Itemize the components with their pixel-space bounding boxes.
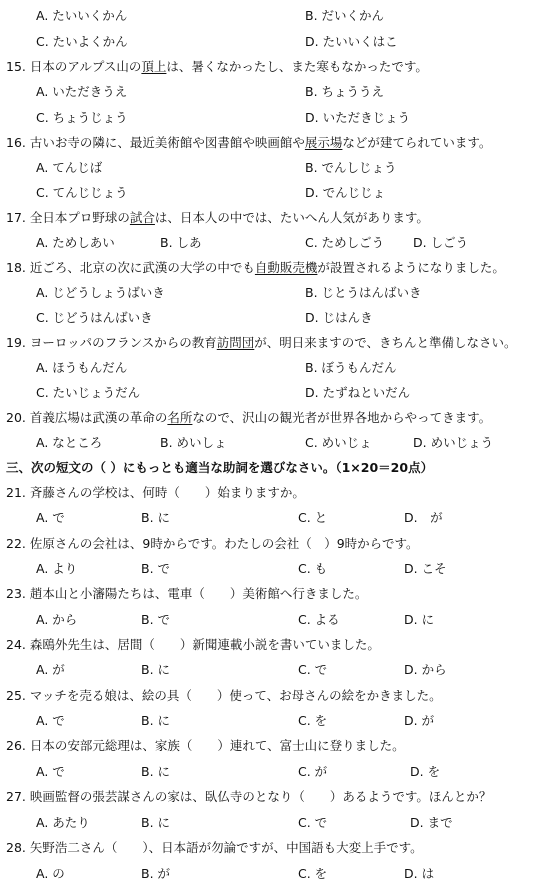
question-stem: 全日本プロ野球の	[29, 210, 130, 225]
question-stem-tail: は、日本人の中では、たいへん人気があります。	[154, 210, 429, 225]
question-stem: 映画監督の張芸謀さんの家は、臥仏寺のとなり（ ）あるようです。ほんとか？	[29, 789, 492, 804]
question-stem-tail: なので、沢山の観光者が世界各地からやってきます。	[192, 410, 492, 425]
question-stem: 日本のアルプス山の	[29, 59, 142, 74]
question-number: 26.	[6, 738, 26, 753]
answer-option[interactable]: C. てんじじょう	[36, 185, 128, 200]
answer-option[interactable]: B. しあ	[160, 235, 202, 250]
answer-option[interactable]: B. じとうはんばいき	[305, 285, 422, 300]
question-number: 25.	[6, 688, 26, 703]
answer-option[interactable]: D. たいいくはこ	[305, 34, 398, 49]
answer-option[interactable]: B. で	[141, 561, 171, 576]
answer-option[interactable]: C. を	[298, 713, 328, 728]
underlined-word: 頂上	[141, 59, 167, 74]
section-heading: 三、次の短文の（ ）にもっとも適当な助詞を選びなさい。（1×20＝20点）	[6, 460, 434, 475]
answer-option[interactable]: A. ためしあい	[36, 235, 115, 250]
answer-option[interactable]: A. いただきうえ	[36, 84, 128, 99]
question-number: 23.	[6, 586, 26, 601]
question-stem-tail: が、明日来ますので、きちんと準備しなさい。	[254, 335, 517, 350]
answer-option[interactable]: A. から	[36, 612, 78, 627]
answer-option[interactable]: D. まで	[410, 815, 453, 830]
answer-option[interactable]: B. に	[141, 662, 171, 677]
question-number: 15.	[6, 59, 26, 74]
answer-option[interactable]: C. と	[298, 510, 328, 525]
underlined-word: 試合	[129, 210, 155, 225]
answer-option[interactable]: A. で	[36, 764, 65, 779]
answer-option[interactable]: C. ちょうじょう	[36, 110, 128, 125]
question-stem: 矢野浩二さん（ ）、日本語が勿論ですが、中国語も大変上手です。	[29, 840, 423, 855]
answer-option[interactable]: D. いただきじょう	[305, 110, 411, 125]
answer-option[interactable]: A. ほうもんだん	[36, 360, 128, 375]
question-text	[6, 536, 419, 552]
answer-option[interactable]: B. が	[141, 866, 171, 881]
question-text	[6, 738, 405, 754]
answer-option[interactable]: D. たずねといだん	[305, 385, 411, 400]
answer-option[interactable]: A. で	[36, 713, 65, 728]
question-number: 24.	[6, 637, 26, 652]
question-text	[6, 135, 491, 151]
answer-option[interactable]: B. でんしじょう	[305, 160, 397, 175]
answer-option[interactable]: B. に	[141, 815, 171, 830]
answer-option[interactable]: B. に	[141, 510, 171, 525]
question-stem: 日本の安部元総理は、家族（ ）連れて、富士山に登りました。	[29, 738, 405, 753]
question-stem: 趙本山と小瀋陽たちは、電車（ ）美術館へ行きました。	[29, 586, 368, 601]
underlined-word: 名所	[167, 410, 193, 425]
question-text	[6, 637, 380, 653]
answer-option[interactable]: B. で	[141, 612, 171, 627]
question-number: 28.	[6, 840, 26, 855]
answer-option[interactable]: B. ぼうもんだん	[305, 360, 397, 375]
answer-option[interactable]: B. に	[141, 764, 171, 779]
answer-option[interactable]: A. で	[36, 510, 65, 525]
question-text	[6, 688, 442, 704]
question-number: 27.	[6, 789, 26, 804]
answer-option[interactable]: A. なところ	[36, 435, 103, 450]
question-stem-tail: などが建てられています。	[342, 135, 492, 150]
answer-option[interactable]: D. が	[404, 713, 435, 728]
answer-option[interactable]: A. より	[36, 561, 78, 576]
question-number: 19.	[6, 335, 26, 350]
question-text	[6, 335, 517, 351]
question-text	[6, 840, 423, 856]
answer-option[interactable]: A. てんじば	[36, 160, 103, 175]
answer-option[interactable]: C. じどうはんばいき	[36, 310, 153, 325]
underlined-word: 訪問団	[216, 335, 255, 350]
answer-option[interactable]: A. が	[36, 662, 65, 677]
answer-option[interactable]: C. で	[298, 662, 328, 677]
question-number: 18.	[6, 260, 26, 275]
answer-option[interactable]: D. でんじじょ	[305, 185, 386, 200]
question-stem: 古いお寺の隣に、最近美術館や図書館や映画館や	[29, 135, 305, 150]
answer-option[interactable]: D. めいじょう	[413, 435, 494, 450]
answer-option[interactable]: C. で	[298, 815, 328, 830]
question-text	[6, 59, 428, 75]
answer-option[interactable]: D. から	[404, 662, 447, 677]
underlined-word: 自動販売機	[254, 260, 318, 275]
question-text	[6, 586, 367, 602]
question-stem: マッチを売る娘は、絵の具（ ）使って、お母さんの絵をかきました。	[29, 688, 442, 703]
question-stem: 首義広場は武漢の革命の	[29, 410, 168, 425]
question-stem: 斉藤さんの学校は、何時（ ）始まりますか。	[29, 485, 305, 500]
answer-option[interactable]: C. が	[298, 764, 328, 779]
answer-option[interactable]: A. たいいくかん	[36, 8, 128, 23]
question-number: 22.	[6, 536, 26, 551]
question-stem: ヨーロッパのフランスからの教育	[29, 335, 217, 350]
answer-option[interactable]: B. に	[141, 713, 171, 728]
answer-option[interactable]: A. あたり	[36, 815, 90, 830]
underlined-word: 展示場	[304, 135, 343, 150]
answer-option[interactable]: D. しごう	[413, 235, 469, 250]
question-stem-tail: が設置されるようになりました。	[317, 260, 505, 275]
answer-option[interactable]: C. よる	[298, 612, 340, 627]
answer-option[interactable]: C. も	[298, 561, 328, 576]
answer-option[interactable]: A. の	[36, 866, 65, 881]
answer-option[interactable]: D. じはんき	[305, 310, 373, 325]
answer-option[interactable]: B. だいくかん	[305, 8, 385, 23]
answer-option[interactable]: D. が	[404, 510, 443, 525]
answer-option[interactable]: B. めいしょ	[160, 435, 227, 450]
question-number: 20.	[6, 410, 26, 425]
question-number: 17.	[6, 210, 26, 225]
answer-option[interactable]: C. たいよくかん	[36, 34, 128, 49]
question-number: 16.	[6, 135, 26, 150]
answer-option[interactable]: C. たいじょうだん	[36, 385, 141, 400]
answer-option[interactable]: C. を	[298, 866, 328, 881]
question-text	[6, 410, 491, 426]
answer-option[interactable]: C. めいじょ	[305, 435, 372, 450]
question-stem-tail: は、暑くなかったし、また寒もなかったです。	[166, 59, 428, 74]
answer-option[interactable]: B. ちょううえ	[305, 84, 385, 99]
question-text	[6, 485, 305, 501]
answer-option[interactable]: C. ためしごう	[305, 235, 385, 250]
answer-option[interactable]: D. は	[404, 866, 435, 881]
question-text	[6, 789, 491, 805]
answer-option[interactable]: D. を	[410, 764, 441, 779]
question-text	[6, 260, 505, 276]
question-stem: 森鴎外先生は、居間（ ）新聞連載小説を書いていました。	[29, 637, 380, 652]
question-number: 21.	[6, 485, 26, 500]
question-stem: 近ごろ、北京の次に武漢の大学の中でも	[29, 260, 255, 275]
answer-option[interactable]: A. じどうしょうばいき	[36, 285, 165, 300]
answer-option[interactable]: D. に	[404, 612, 435, 627]
answer-option[interactable]: D. こそ	[404, 561, 447, 576]
question-text	[6, 210, 429, 226]
question-stem: 佐原さんの会社は、9時からです。わたしの会社（ ）9時からです。	[29, 536, 419, 551]
